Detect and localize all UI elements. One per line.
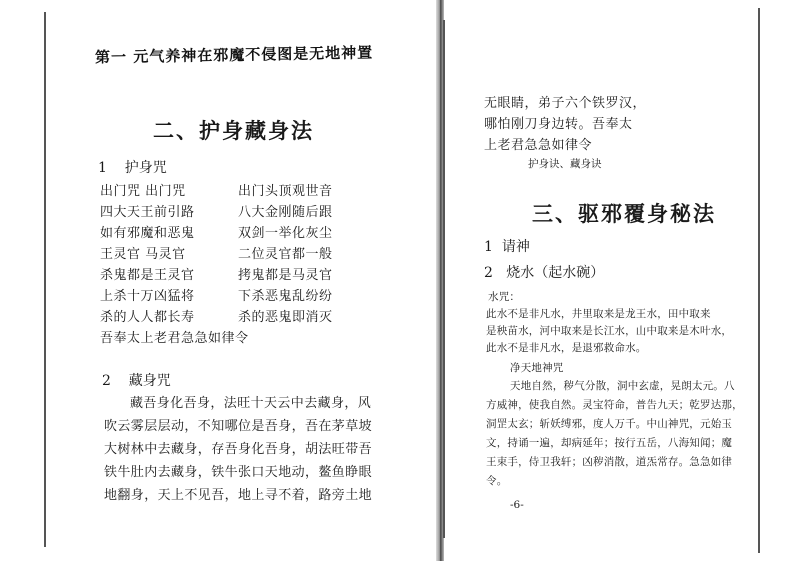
verse-b: 拷鬼都是马灵官 [238,268,333,283]
subheading-title: 藏身咒 [128,373,171,389]
purify-line: 文，持诵一遍，却病延年；按行五岳，八海知闻；魔 [486,437,733,449]
verse-b: 二位灵官都一般 [238,247,333,262]
right-page [440,0,793,561]
continued-line: 无眼睛，弟子六个铁罗汉， [484,96,647,111]
subheading-burn-water [484,262,604,282]
verse-a: 出门咒 出门咒 [100,184,186,199]
left-margin-line [44,12,46,547]
continued-line: 上老君急急如律令 [484,138,593,153]
subheading-number: 1 [98,160,107,176]
subheading-number: 2 [102,373,111,389]
section-title-right: 三、驱邪覆身秘法 [532,201,716,226]
paragraph-line: 吹云雾层层动，不知哪位是吾身，吾在茅草坡 [104,419,373,434]
subheading-hide-body [102,370,171,390]
right-margin-line [758,8,760,553]
subheading-number: 2 [484,265,493,281]
paragraph-line: 铁牛肚内去藏身，铁牛张口天地动，鳌鱼睁眼 [104,465,373,480]
verse-end: 吾奉太上老君急急如律令 [100,331,249,346]
subheading-protect-body [98,157,167,177]
handwritten-note: 第一 元气养神在邪魔不侵图是无地神置 [94,43,374,67]
verse-b: 杀的恶鬼即消灭 [238,310,333,325]
verse-a: 王灵官 马灵官 [100,247,186,262]
verse-b: 双剑一举化灰尘 [238,226,333,241]
subheading-title: 请神 [501,239,530,255]
verse-a: 杀鬼都是王灵官 [100,268,195,283]
water-label: 水咒： [488,291,521,303]
verse-a: 四大天王前引路 [100,205,195,220]
subheading-title: 烧水（起水碗） [506,265,605,281]
water-line: 此水不是非凡水，井里取来是龙王水，田中取来 [486,308,711,320]
purify-line: 王束手，侍卫我轩；凶秽消散，道炁常存。急急如律 [486,456,733,468]
verse-b: 出门头顶观世音 [238,184,333,199]
verse-a: 如有邪魔和恶鬼 [100,226,195,241]
subheading-invite-gods [484,236,530,256]
continued-line: 哪怕刚刀身边转。吾奉太 [484,117,633,132]
page-number: -6- [510,499,524,511]
subheading-number: 1 [484,239,493,255]
subheading-title: 护身咒 [124,160,167,176]
paragraph-line: 藏吾身化吾身，法旺十天云中去藏身，风 [130,396,372,411]
section-title-left: 二、护身藏身法 [153,118,314,143]
verse-b: 八大金刚随后跟 [238,205,333,220]
purify-line: 天地自然，秽气分散，洞中玄虚，晃朗太元。八 [510,380,735,392]
purify-line: 洞罡太玄；斩妖缚邪，度人万千。中山神咒，元始玉 [486,418,733,430]
paragraph-line: 大树林中去藏身，存吾身化吾身，胡法旺带吾 [104,442,373,457]
right-inner-line [443,20,445,538]
verse-b: 下杀恶鬼乱纷纷 [238,289,333,304]
verse-a: 上杀十万凶猛将 [100,289,195,304]
paragraph-line: 地翻身，天上不见吾，地上寻不着，路旁土地 [104,488,373,503]
purify-line: 令。 [486,475,508,487]
caption: 护身诀、藏身诀 [528,158,602,170]
purify-label: 净天地神咒 [510,362,564,374]
water-line: 是秧苗水，河中取来是长江水，山中取来是木叶水， [486,325,733,337]
water-line: 此水不是非凡水，是退邪救命水。 [486,342,647,354]
verse-a: 杀的人人都长寿 [100,310,195,325]
purify-line: 方威神，使我自然。灵宝符命，普告九天；乾罗达那， [486,399,743,411]
